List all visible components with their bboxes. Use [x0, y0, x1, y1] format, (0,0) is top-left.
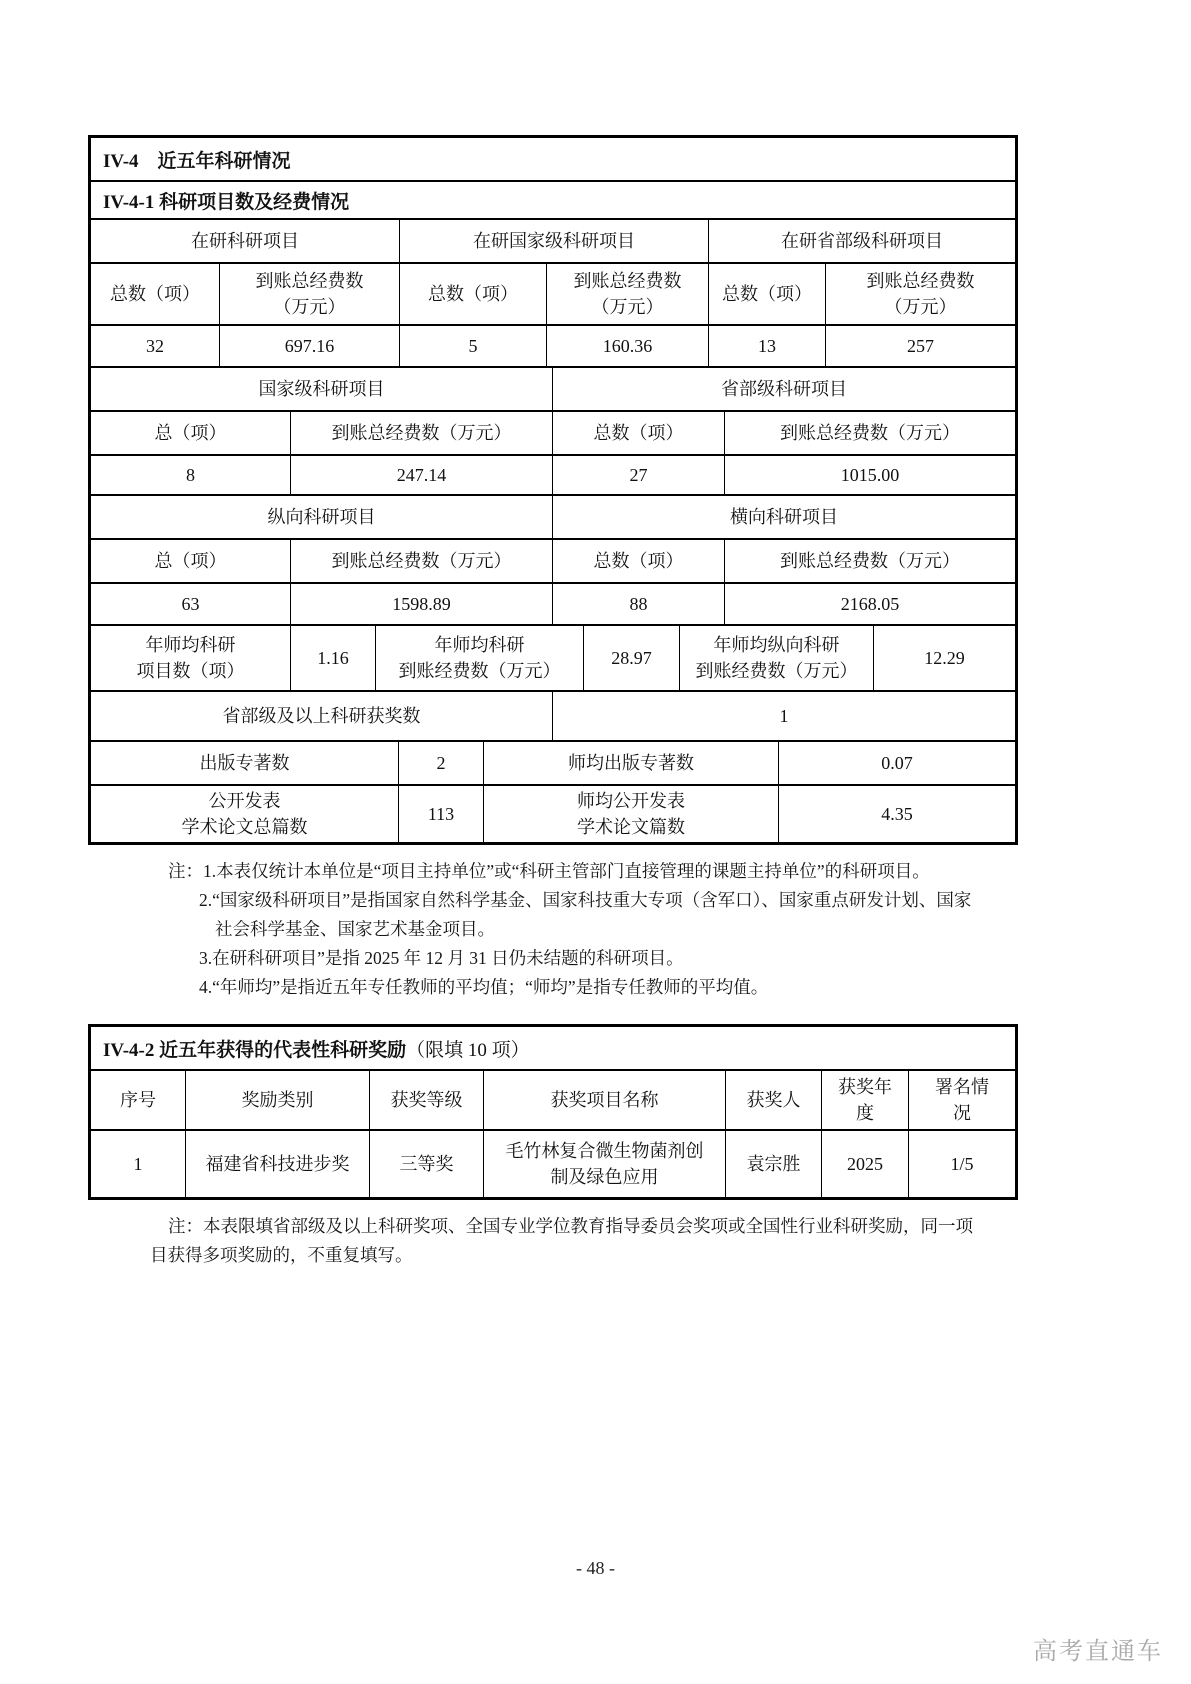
- page-number: - 48 -: [576, 1558, 615, 1578]
- t1-value-national-fee: 160.36: [547, 326, 709, 366]
- t1-sec3-col-total-right: 总数（项）: [553, 540, 725, 582]
- t1-books-row: [91, 742, 1015, 786]
- t1-value-provincial-fee: 257: [907, 335, 934, 356]
- section-title-iv4-2: [91, 1027, 1015, 1071]
- t1-group-header-provincial: 在研省部级科研项目: [781, 230, 943, 251]
- t2-cell-award-year: 2025: [822, 1131, 909, 1197]
- t1-sec2-value-total-left: 8: [91, 456, 291, 494]
- t2-cell-awardee: 袁宗胜: [726, 1131, 822, 1197]
- t2-cell-authorship: 1/5: [950, 1154, 974, 1175]
- t2-header-row: [91, 1071, 1015, 1131]
- t1-avg-vertical-fee-label: 年师均纵向科研 到账经费数（万元）: [680, 626, 874, 690]
- document-content: [88, 135, 1018, 1292]
- t1-col-header-row: [91, 264, 1015, 326]
- t1-notes: [88, 857, 1018, 1002]
- t1-sec2-values-row: [91, 456, 1015, 496]
- t1-avg-fee-label: 年师均科研 到账经费数（万元）: [376, 626, 584, 690]
- t1-group-header-row: [91, 220, 1015, 264]
- t1-sec2-col-total-right: 总数（项）: [553, 412, 725, 454]
- t1-papers-row: [91, 786, 1015, 842]
- t1-col-header-total-1: 总数（项）: [91, 264, 220, 324]
- t2-header-award-year: 获奖年度: [822, 1071, 909, 1129]
- t2-cell-award-category: 福建省科技进步奖: [186, 1131, 370, 1197]
- section-title-iv4-1: [91, 182, 1015, 220]
- t1-group-header-ongoing: 在研科研项目: [91, 220, 400, 262]
- t1-award-count-value: 1: [779, 705, 789, 726]
- t1-value-ongoing-total: 32: [91, 326, 220, 366]
- t1-books-label: 出版专著数: [91, 742, 399, 784]
- t1-value-ongoing-fee: 697.16: [220, 326, 400, 366]
- note-line: 2.“国家级科研项目”是指国家自然科学基金、国家科技重大专项（含军口）、国家重点研发计划、国家: [199, 890, 972, 911]
- note-line: 3.在研科研项目”是指 2025 年 12 月 31 日仍未结题的科研项目。: [199, 948, 684, 969]
- t2-header-award-category: 奖励类别: [186, 1071, 370, 1129]
- t1-sec3-values-row: [91, 584, 1015, 626]
- t1-books-value: 2: [399, 742, 484, 784]
- t1-sec2-col-header-row: [91, 412, 1015, 456]
- t1-papers-label: 公开发表 学术论文总篇数: [91, 786, 399, 842]
- note-line: 社会科学基金、国家艺术基金项目。: [215, 919, 495, 940]
- t1-col-header-fee-2: 到账总经费数 （万元）: [547, 264, 709, 324]
- section-title-iv4: [91, 138, 1015, 182]
- t1-books-per-teacher-value: 0.07: [881, 752, 913, 773]
- t1-sec3-col-header-row: [91, 540, 1015, 584]
- t1-award-count-label: 省部级及以上科研获奖数: [91, 692, 553, 740]
- t1-avg-projects-value: 1.16: [291, 626, 376, 690]
- section-iv4-box: [88, 135, 1018, 845]
- t1-books-per-teacher-label: 师均出版专著数: [484, 742, 779, 784]
- t2-header-awardee: 获奖人: [726, 1071, 822, 1129]
- t1-sec3-value-fee-right: 2168.05: [840, 593, 900, 614]
- section-title-iv4-2-suffix: （限填 10 项）: [406, 1039, 530, 1061]
- t1-avg-vertical-fee-value: 12.29: [924, 647, 965, 668]
- t1-sec3-header-vertical: 纵向科研项目: [91, 496, 553, 538]
- t1-sec2-value-total-right: 27: [553, 456, 725, 494]
- note-line: 注：本表限填省部级及以上科研奖项、全国专业学位教育指导委员会奖项或全国性行业科研奖励，同一项: [168, 1216, 973, 1237]
- t1-col-header-fee-1: 到账总经费数 （万元）: [220, 264, 400, 324]
- note-line: 4.“年师均”是指近五年专任教师的平均值；“师均”是指专任教师的平均值。: [199, 977, 769, 998]
- t1-avg-row: [91, 626, 1015, 692]
- t1-avg-fee-value: 28.97: [584, 626, 680, 690]
- t1-sec2-col-fee-left: 到账总经费数（万元）: [291, 412, 553, 454]
- t2-cell-award-level: 三等奖: [370, 1131, 484, 1197]
- t1-sec3-col-fee-left: 到账总经费数（万元）: [291, 540, 553, 582]
- t2-header-award-level: 获奖等级: [370, 1071, 484, 1129]
- t1-papers-value: 113: [399, 786, 484, 842]
- t1-award-count-row: [91, 692, 1015, 742]
- note-line: 注：1.本表仅统计本单位是“项目主持单位”或“科研主管部门直接管理的课题主持单位”的科研项目。: [168, 861, 930, 882]
- t2-header-index: 序号: [91, 1071, 186, 1129]
- t1-col-header-total-2: 总数（项）: [400, 264, 547, 324]
- t1-sec2-header-provincial: 省部级科研项目: [721, 378, 847, 399]
- t1-sec3-header-horizontal: 横向科研项目: [730, 506, 838, 527]
- t2-header-authorship: 署名情况: [935, 1077, 989, 1124]
- t1-sec3-value-total-right: 88: [553, 584, 725, 624]
- t2-notes: [88, 1212, 1018, 1270]
- t1-sec2-col-fee-right: 到账总经费数（万元）: [780, 422, 960, 443]
- t1-sec3-value-fee-left: 1598.89: [291, 584, 553, 624]
- t1-sec3-header-row: [91, 496, 1015, 540]
- t1-sec2-header-row: [91, 368, 1015, 412]
- t1-avg-projects-label: 年师均科研 项目数（项）: [91, 626, 291, 690]
- t1-sec3-col-fee-right: 到账总经费数（万元）: [780, 550, 960, 571]
- t1-group-header-national: 在研国家级科研项目: [400, 220, 709, 262]
- t1-value-provincial-total: 13: [709, 326, 826, 366]
- t1-papers-per-teacher-label: 师均公开发表 学术论文篇数: [484, 786, 779, 842]
- t2-cell-project-name: 毛竹林复合微生物菌剂创制及绿色应用: [484, 1131, 726, 1197]
- section-title-iv4-1-text: IV-4-1 科研项目数及经费情况: [103, 191, 350, 213]
- section-iv42-box: [88, 1024, 1018, 1200]
- t1-col-header-fee-3: 到账总经费数 （万元）: [866, 270, 975, 317]
- t1-papers-per-teacher-value: 4.35: [881, 804, 913, 825]
- t1-sec3-col-total-left: 总（项）: [91, 540, 291, 582]
- t1-value-national-total: 5: [400, 326, 547, 366]
- t2-header-project-name: 获奖项目名称: [484, 1071, 726, 1129]
- t2-data-row: [91, 1131, 1015, 1197]
- section-title-iv4-2-text: IV-4-2 近五年获得的代表性科研奖励: [103, 1039, 407, 1061]
- watermark: 高考直通车: [1033, 1638, 1163, 1665]
- t1-values-row: [91, 326, 1015, 368]
- section-title-iv4-text: IV-4 近五年科研情况: [103, 150, 291, 172]
- t1-sec2-value-fee-right: 1015.00: [840, 464, 900, 485]
- t1-sec3-value-total-left: 63: [91, 584, 291, 624]
- t1-sec2-header-national: 国家级科研项目: [91, 368, 553, 410]
- t1-col-header-total-3: 总数（项）: [709, 264, 826, 324]
- t1-sec2-col-total-left: 总（项）: [91, 412, 291, 454]
- t2-cell-index: 1: [91, 1131, 186, 1197]
- note-line: 目获得多项奖励的，不重复填写。: [150, 1245, 413, 1266]
- t1-sec2-value-fee-left: 247.14: [291, 456, 553, 494]
